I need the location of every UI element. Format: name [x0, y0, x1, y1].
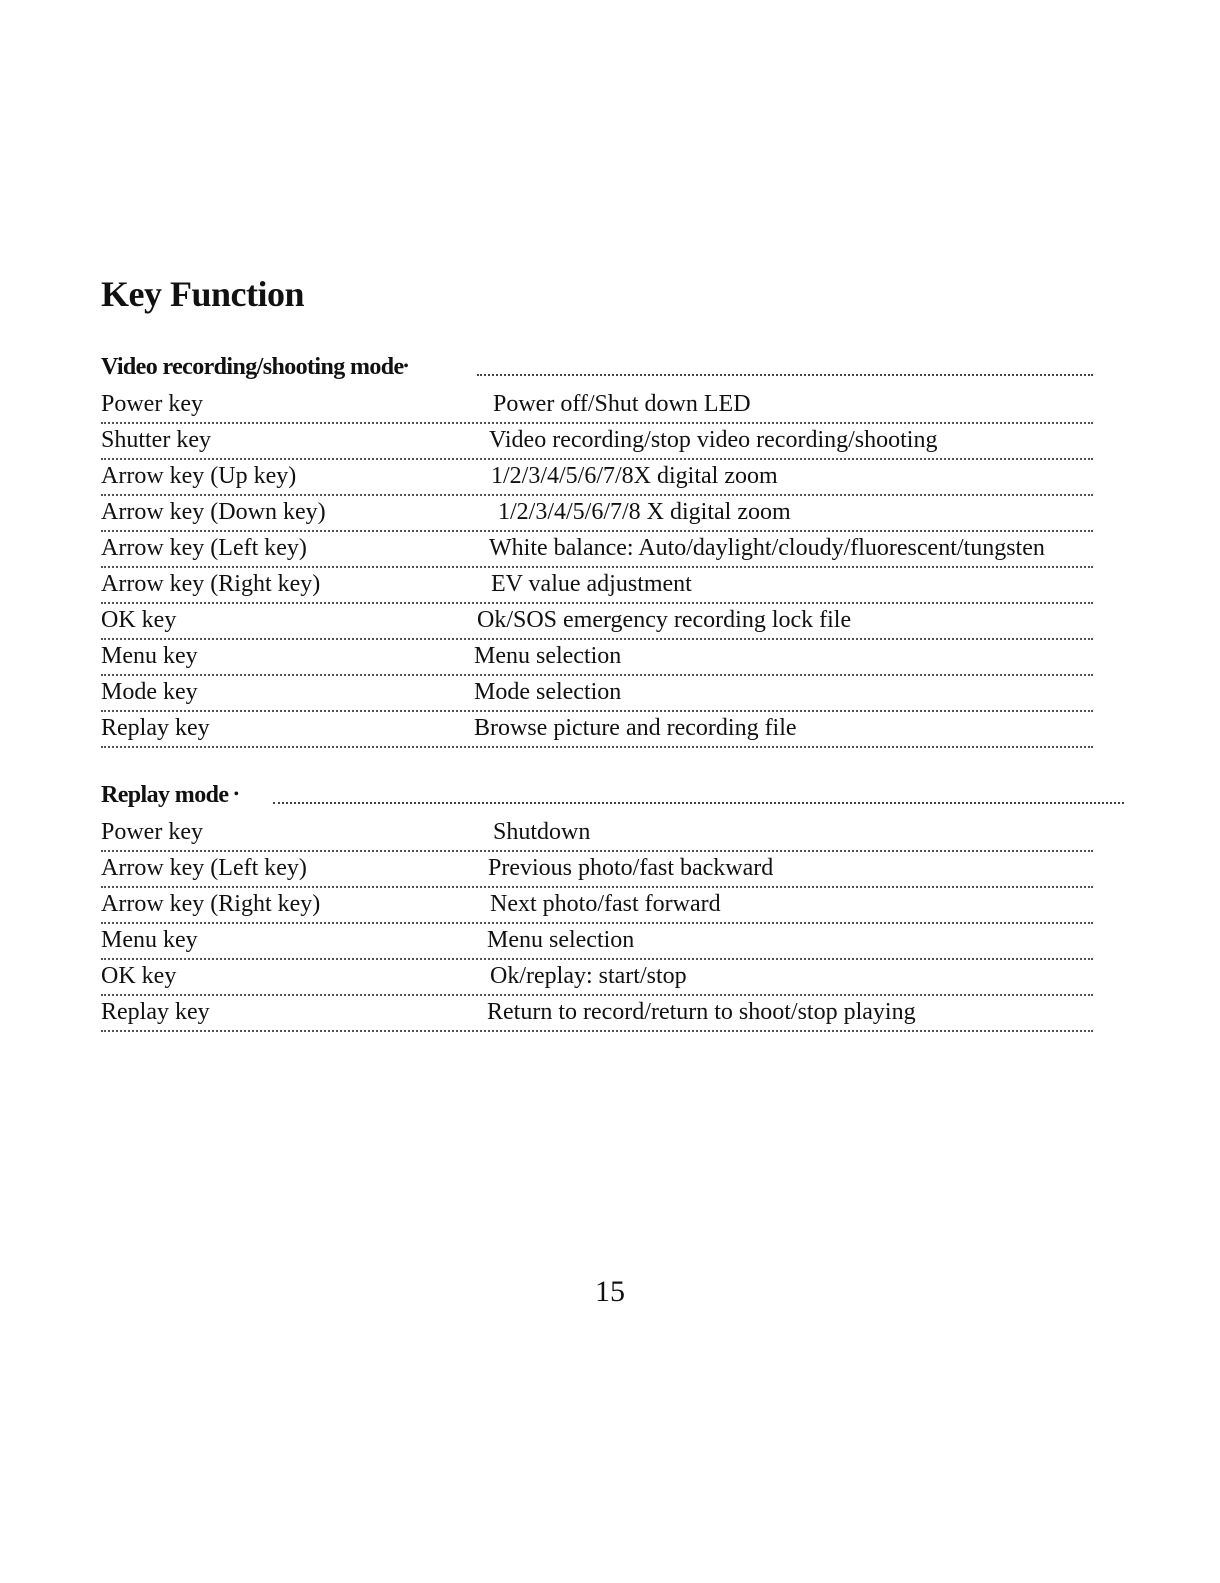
table-row [101, 458, 1093, 496]
key-function: EV value adjustment [491, 571, 692, 597]
key-function: Next photo/fast forward [490, 891, 721, 917]
key-function: Previous photo/fast backward [488, 855, 774, 881]
section-heading: Replay mode • [101, 782, 239, 808]
key-function: Ok/SOS emergency recording lock file [477, 607, 852, 633]
table-row [101, 386, 1093, 424]
table-row [101, 814, 1093, 852]
page-number: 15 [595, 1275, 625, 1308]
section-heading-row [101, 778, 1124, 814]
key-name: Power key [101, 391, 203, 417]
key-function: Video recording/stop video recording/shooting [489, 427, 938, 453]
section-heading-row [101, 350, 1093, 386]
key-name: Mode key [101, 679, 198, 705]
table-row [101, 674, 1093, 712]
table-row [101, 850, 1093, 888]
key-name: Arrow key (Up key) [101, 463, 297, 489]
key-function: Mode selection [474, 679, 622, 705]
table-row [101, 994, 1093, 1032]
table-row [101, 422, 1093, 460]
table-row [101, 638, 1093, 676]
key-name: Arrow key (Right key) [101, 571, 321, 597]
key-name: OK key [101, 607, 177, 633]
bullet-icon: • [233, 787, 239, 802]
table-row [101, 710, 1093, 748]
table-row [101, 958, 1093, 996]
key-name: Arrow key (Left key) [101, 535, 307, 561]
key-name: Shutter key [101, 427, 211, 453]
key-name: Menu key [101, 643, 198, 669]
bullet-icon: • [403, 359, 408, 374]
dotted-leader [477, 374, 1093, 376]
key-function: Menu selection [487, 927, 635, 953]
key-name: Menu key [101, 927, 198, 953]
key-function: Power off/Shut down LED [493, 391, 751, 417]
key-name: Replay key [101, 715, 210, 741]
page-title: Key Function [101, 274, 305, 314]
key-function: Return to record/return to shoot/stop playing [487, 999, 916, 1025]
key-function: Menu selection [474, 643, 622, 669]
dotted-leader [273, 802, 1124, 804]
section-heading: Video recording/shooting mode• [101, 354, 408, 380]
key-function: 1/2/3/4/5/6/7/8 X digital zoom [498, 499, 791, 525]
table-row [101, 566, 1093, 604]
key-name: Arrow key (Left key) [101, 855, 307, 881]
key-name: Replay key [101, 999, 210, 1025]
key-function: White balance: Auto/daylight/cloudy/fluorescent/tungsten [489, 535, 1045, 561]
key-name: Arrow key (Right key) [101, 891, 321, 917]
key-function: Browse picture and recording file [474, 715, 797, 741]
key-function: Shutdown [493, 819, 591, 845]
table-row [101, 922, 1093, 960]
table-row [101, 602, 1093, 640]
key-name: Arrow key (Down key) [101, 499, 326, 525]
key-name: OK key [101, 963, 177, 989]
key-function: Ok/replay: start/stop [490, 963, 687, 989]
table-row [101, 494, 1093, 532]
table-row [101, 530, 1093, 568]
key-function: 1/2/3/4/5/6/7/8X digital zoom [491, 463, 778, 489]
table-row [101, 886, 1093, 924]
key-name: Power key [101, 819, 203, 845]
